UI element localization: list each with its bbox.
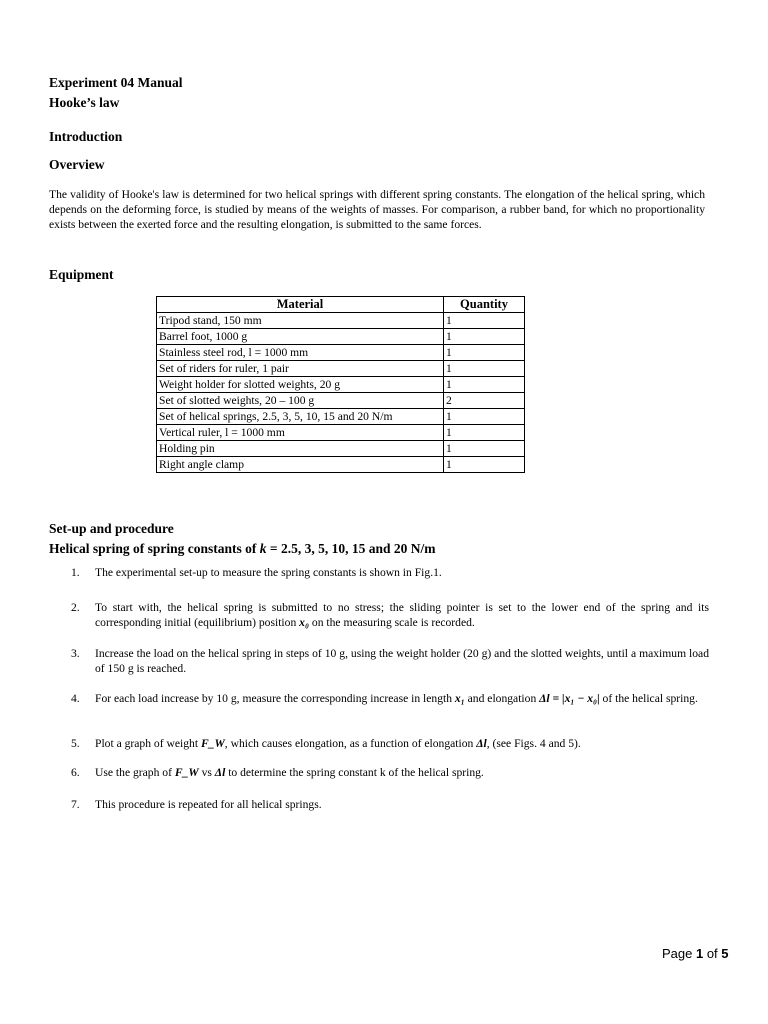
step-text: , which causes elongation, as a function of elongation [224, 737, 477, 750]
helical-heading-prefix: Helical spring of spring constants of [49, 541, 260, 556]
table-row [157, 361, 525, 377]
helical-spring-heading [49, 541, 435, 557]
table-row [157, 441, 525, 457]
procedure-step [49, 691, 709, 706]
material-cell: Set of riders for ruler, 1 pair [157, 361, 444, 377]
material-cell: Stainless steel rod, l = 1000 mm [157, 345, 444, 361]
quantity-cell: 1 [444, 377, 525, 393]
material-cell: Set of slotted weights, 20 – 100 g [157, 393, 444, 409]
material-cell: Vertical ruler, l = 1000 mm [157, 425, 444, 441]
step-number: 4. [71, 692, 80, 705]
step-text: to determine the spring constant k of the helical spring. [225, 766, 484, 779]
document-title: Experiment 04 Manual [49, 75, 183, 90]
quantity-cell: 1 [444, 313, 525, 329]
procedure-step [49, 797, 709, 812]
quantity-cell: 1 [444, 425, 525, 441]
procedure-step [49, 736, 709, 751]
introduction-heading: Introduction [49, 129, 123, 144]
procedure-step [49, 565, 709, 580]
table-header-row [157, 297, 525, 313]
procedure-step [49, 646, 709, 676]
equipment-heading: Equipment [49, 267, 114, 282]
table-row [157, 425, 525, 441]
quantity-cell: 1 [444, 329, 525, 345]
step-number: 2. [71, 601, 80, 614]
step-number: 3. [71, 647, 80, 660]
step-number: 1. [71, 566, 80, 579]
material-cell: Weight holder for slotted weights, 20 g [157, 377, 444, 393]
step-text: and elongation [464, 692, 540, 705]
table-row [157, 457, 525, 473]
quantity-cell: 1 [444, 409, 525, 425]
equipment-table-body [157, 313, 525, 473]
step-text: The experimental set-up to measure the spring constants is shown in Fig.1. [95, 566, 442, 579]
quantity-cell: 1 [444, 361, 525, 377]
overview-paragraph: The validity of Hooke's law is determined for two helical springs with different spring constants. The elongation of the helical spring, which depends on the deforming force, is studied by means of the weights of masses. For comparison, a rubber band, for which no proportionality exists between the exerted force and the resulting elongation, is submitted to the same forces. [49, 188, 705, 231]
table-row [157, 393, 525, 409]
equipment-table [156, 296, 525, 473]
overview-heading: Overview [49, 157, 105, 172]
table-row [157, 377, 525, 393]
step-text: Use the graph of [95, 766, 175, 779]
step-text: , (see Figs. 4 and 5). [486, 737, 581, 750]
quantity-cell: 1 [444, 457, 525, 473]
table-row [157, 313, 525, 329]
math-expression: F_W [200, 737, 225, 750]
quantity-column-header: Quantity [444, 297, 525, 313]
step-text: on the measuring scale is recorded. [309, 616, 475, 629]
step-text: Increase the load on the helical spring in steps of 10 g, using the weight holder (20 g) and the slotted weights, until a maximum load of 150 g is reached. [95, 647, 709, 675]
quantity-cell: 1 [444, 441, 525, 457]
material-cell: Right angle clamp [157, 457, 444, 473]
material-cell: Holding pin [157, 441, 444, 457]
step-text: For each load increase by 10 g, measure the corresponding increase in length [95, 692, 455, 705]
step-number: 6. [71, 766, 80, 779]
document-subtitle: Hooke’s law [49, 95, 120, 110]
quantity-cell: 2 [444, 393, 525, 409]
material-cell: Tripod stand, 150 mm [157, 313, 444, 329]
footer-page-word: Page [662, 946, 696, 961]
step-number: 5. [71, 737, 80, 750]
math-expression: x₁ [454, 692, 465, 705]
setup-heading: Set-up and procedure [49, 521, 174, 536]
material-cell: Set of helical springs, 2.5, 3, 5, 10, 15 and 20 N/m [157, 409, 444, 425]
math-expression: Δl = |x₁ − x₀| [539, 692, 600, 705]
procedure-step [49, 765, 709, 780]
material-column-header: Material [157, 297, 444, 313]
quantity-cell: 1 [444, 345, 525, 361]
material-cell: Barrel foot, 1000 g [157, 329, 444, 345]
math-expression: F_W [174, 766, 199, 779]
math-expression: x₀ [299, 616, 309, 629]
math-expression: Δl [476, 737, 487, 750]
step-text: To start with, the helical spring is submitted to no stress; the sliding pointer is set to the lower end of the spring and its corresponding initial (equilibrium) position [95, 601, 709, 629]
step-number: 7. [71, 798, 80, 811]
footer-of-word: of [703, 946, 722, 961]
step-text: This procedure is repeated for all helical springs. [95, 798, 322, 811]
step-text: vs [198, 766, 215, 779]
math-expression: Δl [214, 766, 226, 779]
table-row [157, 329, 525, 345]
footer-page-number: 1 [695, 946, 704, 961]
procedure-step [49, 600, 709, 630]
step-text: Plot a graph of weight [95, 737, 201, 750]
table-row [157, 345, 525, 361]
step-text: of the helical spring. [599, 692, 698, 705]
page-footer [662, 946, 729, 961]
helical-heading-suffix: = 2.5, 3, 5, 10, 15 and 20 N/m [266, 541, 436, 556]
footer-page-total: 5 [721, 946, 729, 961]
table-row [157, 409, 525, 425]
helical-heading-variable: k [259, 541, 267, 556]
